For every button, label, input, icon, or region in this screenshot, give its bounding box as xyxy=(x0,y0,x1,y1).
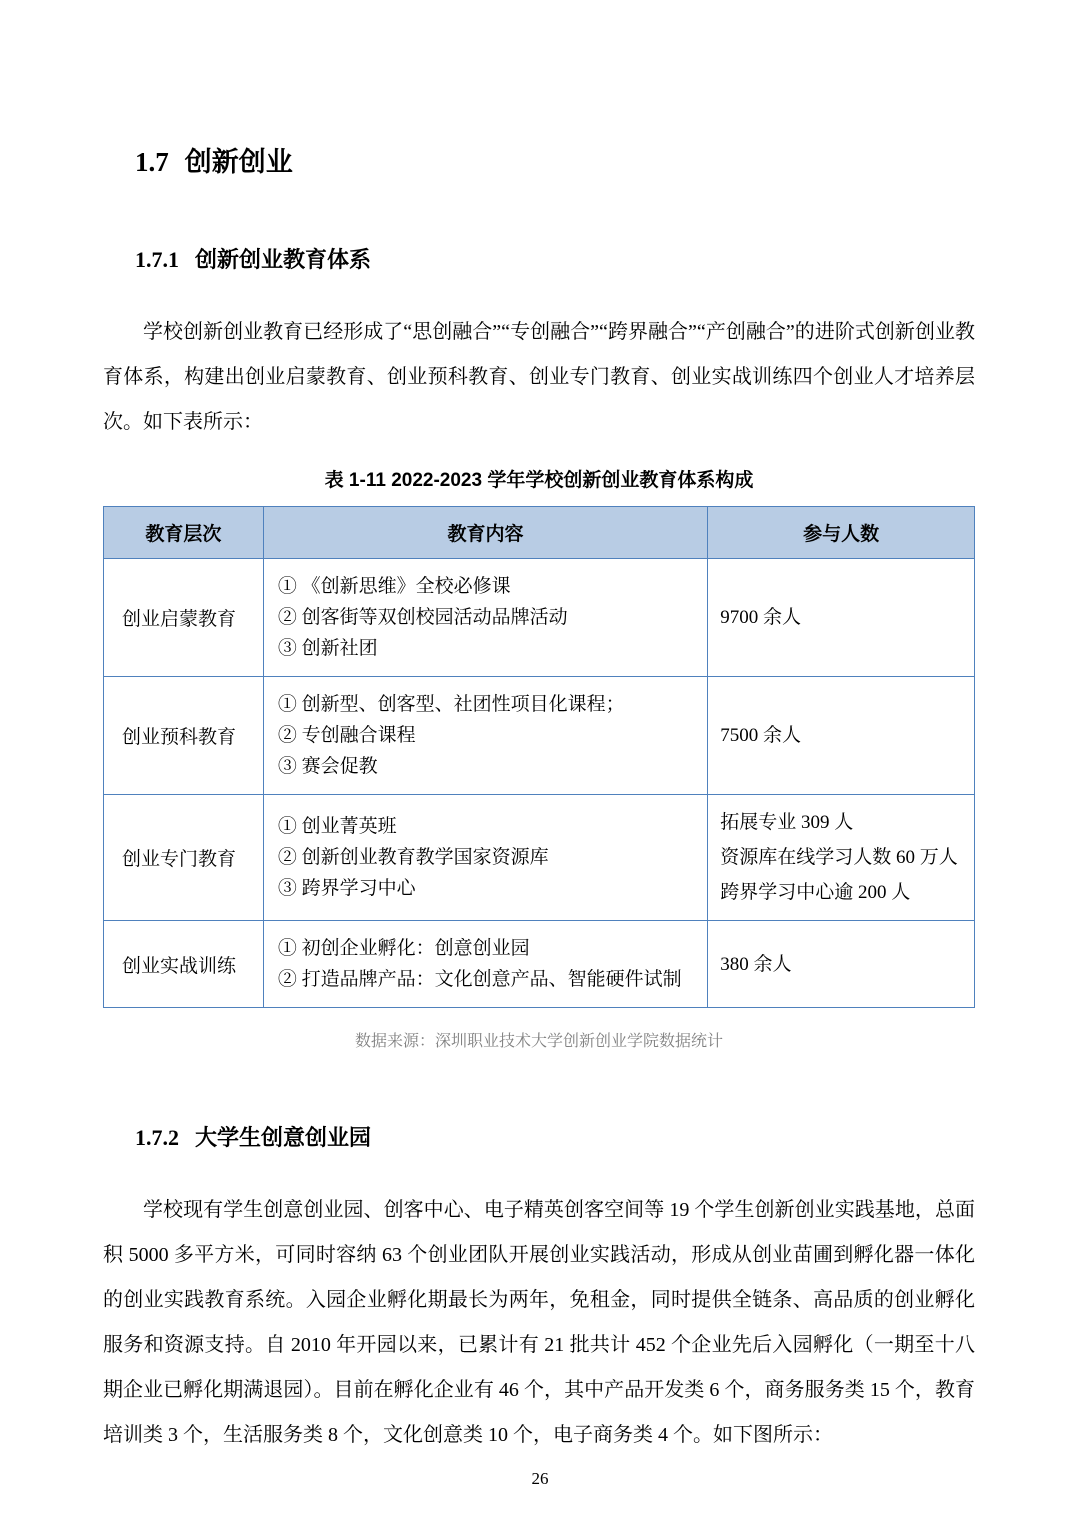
cell-participants xyxy=(708,795,975,921)
cell-participants xyxy=(708,559,975,677)
table-header-row xyxy=(104,507,975,559)
table-row xyxy=(104,921,975,1008)
subsection-title: 大学生创意创业园 xyxy=(195,1125,372,1150)
cell-content xyxy=(263,677,707,795)
content-line: ③ 赛会促教 xyxy=(277,756,378,777)
content-line: ② 创新创业教育教学国家资源库 xyxy=(277,847,549,868)
subsection-number: 1.7.1 xyxy=(135,247,179,272)
cell-content xyxy=(263,921,707,1008)
table-caption: 表 1-11 2022-2023 学年学校创新创业教育体系构成 xyxy=(324,470,754,491)
table-row xyxy=(104,677,975,795)
cell-level: 创业实战训练 xyxy=(104,921,264,1008)
content-line: ① 创新型、创客型、社团性项目化课程； xyxy=(277,694,625,715)
content-line: ③ 创新社团 xyxy=(277,638,378,659)
table-header-participants: 参与人数 xyxy=(708,507,975,559)
subsection-number: 1.7.2 xyxy=(135,1125,179,1150)
participants-line: 资源库在线学习人数 60 万人 xyxy=(720,847,958,868)
table-header-content: 教育内容 xyxy=(263,507,707,559)
table-header-level: 教育层次 xyxy=(104,507,264,559)
cell-level: 创业专门教育 xyxy=(104,795,264,921)
section-title: 创新创业 xyxy=(184,147,293,177)
cell-participants xyxy=(708,677,975,795)
paragraph-incubation-park: 学校现有学生创意创业园、创客中心、电子精英创客空间等 19 个学生创新创业实践基地，总面积 5000 多平方米，可同时容纳 63 个创业团队开展创业实践活动，形成从创业苗圃到孵化器一体化的创业实践教育系统。入园企业孵化期最长为两年，免租金，同时提供全链条、高品质的创业孵化服务和资源支持。自 2010 年开园以来，已累计有 21 批共计 452 个企业先后入园孵化（一期至十八期企业已孵化期满退园）。目前在孵化企业有 46 个，其中产品开发类 6 个，商务服务类 15 个，教育培训类 3 个，生活服务类 8 个，文化创意类 10 个，电子商务类 4 个。如下图所示： xyxy=(103,1199,975,1446)
paragraph-education-system: 学校创新创业教育已经形成了“思创融合”“专创融合”“跨界融合”“产创融合”的进阶式创新创业教育体系，构建出创业启蒙教育、创业预科教育、创业专门教育、创业实战训练四个创业人才培养层次。如下表所示： xyxy=(103,321,975,433)
table-row xyxy=(104,559,975,677)
participants-line: 9700 余人 xyxy=(720,607,802,628)
page-content xyxy=(103,0,975,1458)
subsection-heading-1-7-2 xyxy=(135,1121,975,1152)
page-number: 26 xyxy=(531,1469,549,1488)
section-heading-1-7 xyxy=(135,140,975,179)
data-source-note: 数据来源：深圳职业技术大学创新创业学院数据统计 xyxy=(354,1033,723,1050)
content-line: ② 创客街等双创校园活动品牌活动 xyxy=(277,607,568,628)
table-row xyxy=(104,795,975,921)
content-line: ① 《创新思维》全校必修课 xyxy=(277,576,511,597)
participants-line: 380 余人 xyxy=(720,953,792,975)
cell-participants xyxy=(708,921,975,1008)
content-line: ② 专创融合课程 xyxy=(277,725,416,746)
subsection-heading-1-7-1 xyxy=(135,243,975,274)
content-line: ① 创业菁英班 xyxy=(277,816,397,837)
cell-level: 创业预科教育 xyxy=(104,677,264,795)
education-system-table xyxy=(103,506,975,1008)
cell-level: 创业启蒙教育 xyxy=(104,559,264,677)
section-number: 1.7 xyxy=(135,147,169,177)
subsection-title: 创新创业教育体系 xyxy=(195,247,372,272)
content-line: ② 打造品牌产品：文化创意产品、智能硬件试制 xyxy=(277,969,682,990)
cell-content xyxy=(263,559,707,677)
participants-line: 拓展专业 309 人 xyxy=(720,812,854,833)
participants-line: 7500 余人 xyxy=(720,725,802,746)
participants-line: 跨界学习中心逾 200 人 xyxy=(720,882,911,903)
content-line: ③ 跨界学习中心 xyxy=(277,878,416,899)
cell-content xyxy=(263,795,707,921)
content-line: ① 初创企业孵化：创意创业园 xyxy=(277,938,530,959)
